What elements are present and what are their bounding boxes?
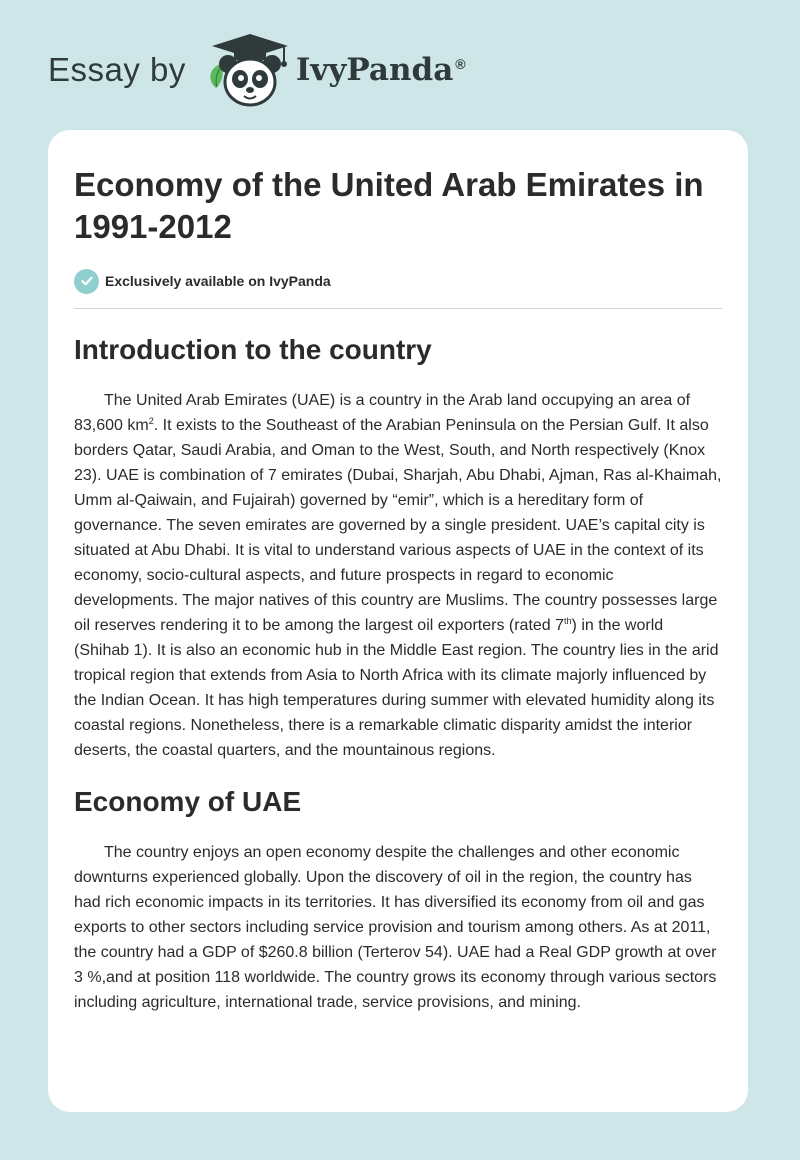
divider	[74, 308, 722, 309]
brand-prefix: Essay by	[48, 51, 186, 88]
section-heading-introduction: Introduction to the country	[74, 334, 432, 365]
article-card	[48, 130, 748, 1112]
badge-text: Exclusively available on IvyPanda	[105, 273, 331, 289]
ivypanda-logo-icon[interactable]	[202, 30, 292, 110]
section-paragraph-economy: The country enjoys an open economy despite the challenges and other economic downturns experienced globally. Upon the discovery of oil in the region, the country has had rich economic impacts in its territories. It has diversified its economy from oil and gas exports to other sectors including service provision and tourism among others. As at 2011, the country had a GDP of $260.8 billion (Terterov 54). UAE had a Real GDP growth at over 3 %,and at position 118 worldwide. The country grows its economy through various sectors including agriculture, international trade, service provisions, and mining.	[74, 844, 717, 1011]
section-paragraph-introduction: The United Arab Emirates (UAE) is a country in the Arab land occupying an area of 83,600 $km^2$. It exists to the Southeast of the Arabian Peninsula on the Persian Gulf. It also borders Qatar, Saudi Arabia, and Oman to the West, South, and North respectively (Knox 23). UAE is combination of 7 emirates (Dubai, Sharjah, Abu Dhabi, Ajman, Ras al-Khaimah, Umm al-Qaiwain, and Fujairah) governed by “emir”, which is a hereditary form of governance. The seven emirates are governed by a single president. UAE’s capital city is situated at Abu Dhabi. It is vital to understand various aspects of UAE in the context of its economy, socio-cultural aspects, and future prospects in regard to economic developments. The major natives of this country are Muslims. The country possesses large oil reserves rendering it to be among the largest oil exporters (rated 7th) in the world (Shihab 1). It is also an economic hub in the Middle East region. The country lies in the arid tropical region that extends from Asia to North Africa with its climate majorly influenced by the Indian Ocean. It has high temperatures during summer with elevated humidity along its coastal regions. Nonetheless, there is a remarkable climatic disparity amidst the interior deserts, the coastal quarters, and the mountainous regions.	[74, 392, 722, 759]
superscript: 2	[148, 416, 154, 426]
registered-mark: ®	[455, 55, 466, 72]
superscript: th	[564, 616, 572, 626]
exclusive-badge	[74, 268, 722, 294]
brand-name[interactable]: IvyPanda ®	[295, 52, 466, 88]
article-title: Economy of the United Arab Emirates in 1991-2012	[74, 166, 704, 245]
section-heading-economy: Economy of UAE	[74, 786, 302, 817]
brand-header	[48, 30, 466, 110]
check-circle-icon	[74, 269, 99, 294]
